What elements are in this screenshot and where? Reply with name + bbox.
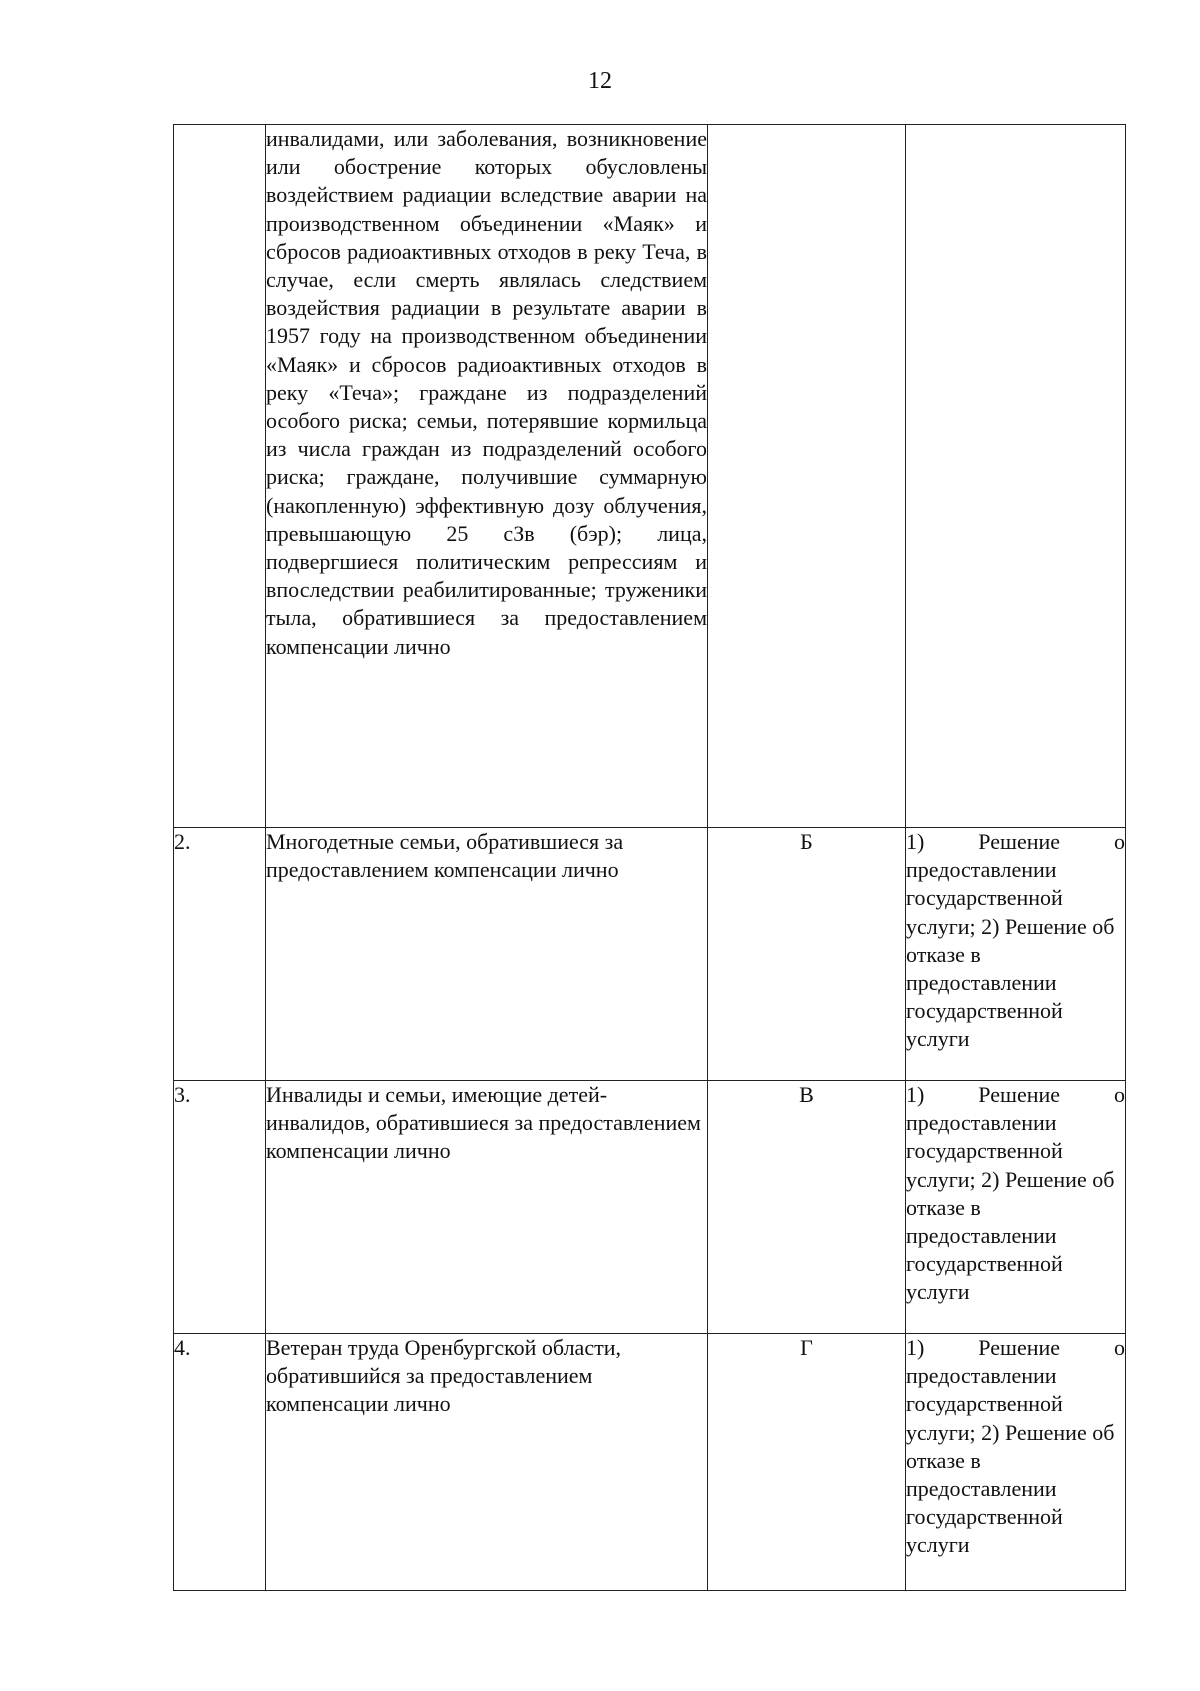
table-row [174, 1081, 1126, 1334]
result-text: предоставлении государственной услуги; 2) Решение об отказе в предоставлении государственной услуги [906, 857, 1115, 1052]
result-first-line: 1) Решение о [906, 1082, 1125, 1107]
row-number: 2. [174, 828, 266, 1081]
result-text: предоставлении государственной услуги; 2) Решение об отказе в предоставлении государственной услуги [906, 1363, 1115, 1558]
result-cell [906, 828, 1126, 1081]
result-cell [906, 1334, 1126, 1591]
applicant-description: инвалидами, или заболевания, возникновение или обострение которых обусловлены воздействием радиации вследствие аварии на производственном объединении «Маяк» и сбросов радиоактивных отходов в реку Теча, в случае, если смерть являлась следствием воздействия радиации в результате аварии в 1957 году на производственном объединении «Маяк» и сбросов радиоактивных отходов в реку «Теча»; граждане из подразделений особого риска; семьи, потерявшие кормильца из числа граждан из подразделений особого риска; граждане, получившие суммарную (накопленную) эффективную дозу облучения, превышающую 25 сЗв (бэр); лица, подвергшиеся политическим репрессиям и впоследствии реабилитированные; труженики тыла, обратившиеся за предоставлением компенсации лично [266, 125, 708, 828]
page-number: 12 [588, 68, 612, 94]
services-table [173, 124, 1126, 1591]
result-cell [906, 125, 1126, 828]
result-cell [906, 1081, 1126, 1334]
category-code: Г [708, 1334, 906, 1591]
row-number: 4. [174, 1334, 266, 1591]
applicant-description: Инвалиды и семьи, имеющие детей-инвалидов, обратившиеся за предоставлением компенсации лично [266, 1081, 708, 1334]
category-code: В [708, 1081, 906, 1334]
result-first-line: 1) Решение о [906, 829, 1125, 854]
result-text: предоставлении государственной услуги; 2) Решение об отказе в предоставлении государственной услуги [906, 1110, 1115, 1305]
applicant-description: Ветеран труда Оренбургской области, обратившийся за предоставлением компенсации лично [266, 1334, 708, 1591]
result-first-line: 1) Решение о [906, 1335, 1125, 1360]
table-row [174, 1334, 1126, 1591]
category-code: Б [708, 828, 906, 1081]
category-code [708, 125, 906, 828]
table-row [174, 828, 1126, 1081]
table-row [174, 125, 1126, 828]
row-number: 3. [174, 1081, 266, 1334]
row-number [174, 125, 266, 828]
applicant-description: Многодетные семьи, обратившиеся за предоставлением компенсации лично [266, 828, 708, 1081]
